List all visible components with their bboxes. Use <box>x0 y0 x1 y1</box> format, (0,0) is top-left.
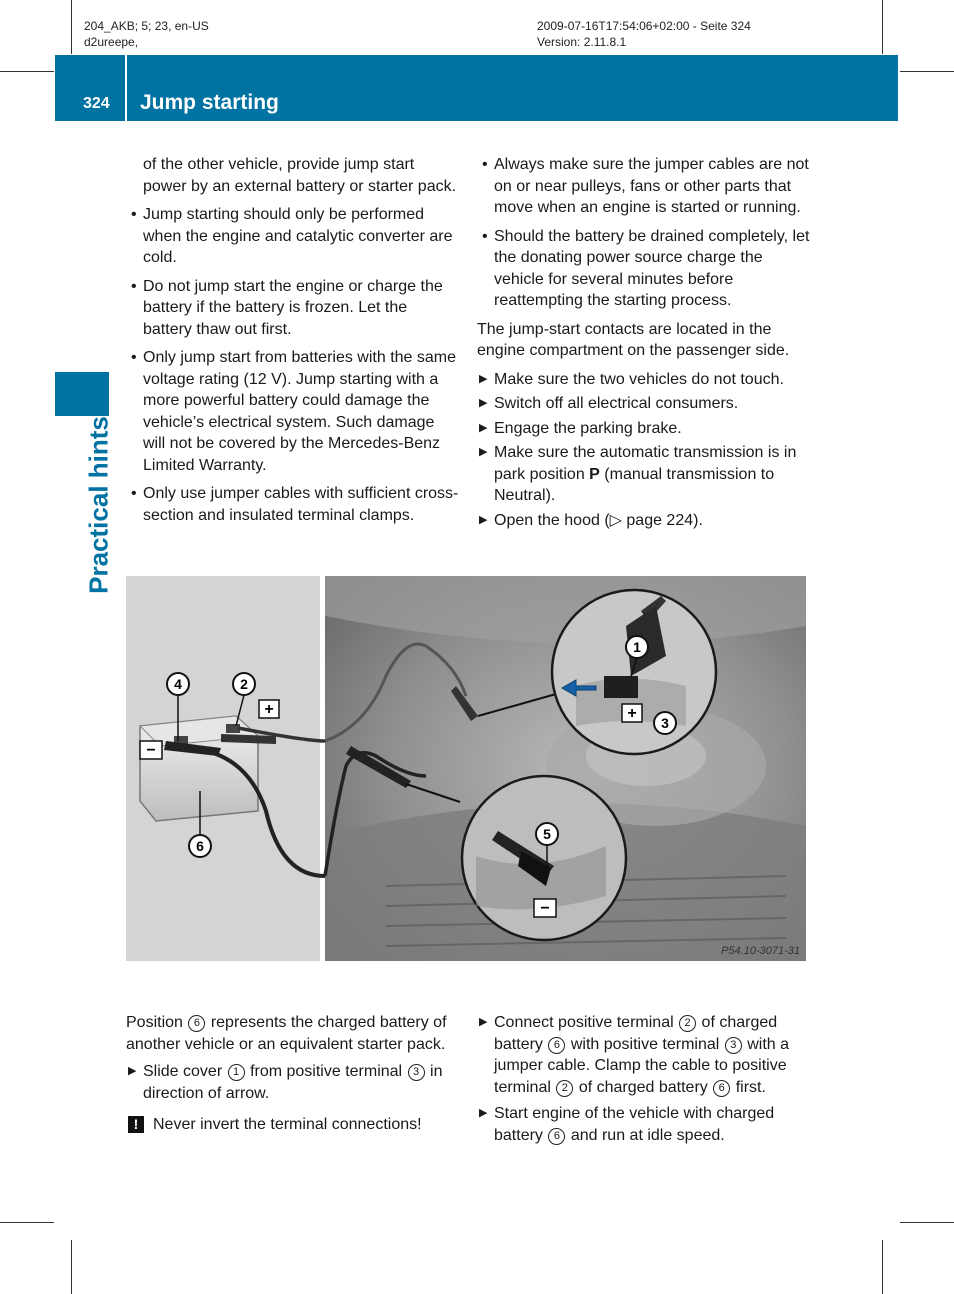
callout-ref: 6 <box>548 1128 565 1145</box>
text-part: of charged battery <box>578 1078 708 1096</box>
step-item: ▶ Make sure the two vehicles do not touch. <box>479 370 784 388</box>
meta-version: Version: 2.11.8.1 <box>537 35 627 49</box>
figure-code: P54.10-3071-31 <box>721 945 800 957</box>
callout-ref: 1 <box>228 1064 245 1081</box>
step-item: ▶ Slide cover 1 from positive terminal 3 in direction of arrow. <box>128 1063 443 1102</box>
text-part: of charged battery <box>494 1014 778 1053</box>
callout-3: 3 <box>661 715 669 731</box>
park-position-letter: P <box>589 465 600 483</box>
step-text: Engage the parking brake. <box>494 419 682 437</box>
warning-icon: ! <box>128 1116 144 1133</box>
crop-mark <box>0 71 54 72</box>
print-meta-right <box>537 18 751 50</box>
column-lower-right <box>477 1012 812 1153</box>
page-title: Jump starting <box>140 91 279 114</box>
step-item: ▶ Start engine of the vehicle with charged battery 6 and run at idle speed. <box>479 1105 775 1144</box>
text-part: Position <box>126 1014 183 1031</box>
step-item: ▶ Connect positive terminal 2 of charged battery 6 with positive terminal 3 with a jumper cable. Clamp the cable to positive terminal 2 of charged battery 6 first. <box>479 1014 790 1096</box>
text-part: from positive terminal <box>250 1063 403 1080</box>
section-label: Practical hints <box>83 416 114 594</box>
step-item: ▶ Switch off all electrical consumers. <box>479 395 739 412</box>
bullet-text: Only use jumper cables with sufficient cross-section and insulated terminal clamps. <box>143 485 459 524</box>
bullet-text: Do not jump start the engine or charge the battery if the battery is frozen. Let the battery thaw out first. <box>143 277 443 338</box>
callout-2: 2 <box>240 676 248 692</box>
step-text: Make sure the two vehicles do not touch. <box>494 370 784 388</box>
bullet-text: Jump starting should only be performed when the engine and catalytic converter are cold. <box>143 206 453 266</box>
step-item: ▶ Make sure the automatic transmission is in park position P (manual transmission to Neutral). <box>479 444 797 504</box>
callout-6: 6 <box>196 838 204 854</box>
callout-ref: 2 <box>556 1080 573 1097</box>
section-tab <box>55 372 109 416</box>
crop-mark <box>71 1240 72 1294</box>
step-item: ▶ Open the hood (▷ page 224). <box>479 511 703 529</box>
crop-mark <box>71 0 72 54</box>
crop-mark <box>900 1222 954 1223</box>
text-part: Start engine of the vehicle with charged battery <box>494 1105 775 1144</box>
callout-4: 4 <box>174 676 182 692</box>
minus-label: − <box>540 900 550 917</box>
bullet-item: • Should the battery be drained completely, let the donating power source charge the vehicle for several minutes before reattempting the starting process. <box>482 227 810 309</box>
text-part: Slide cover <box>143 1063 223 1080</box>
warning-text: Never invert the terminal connections! <box>153 1116 422 1133</box>
page-number: 324 <box>83 95 110 112</box>
text-part: Connect positive terminal <box>494 1014 674 1031</box>
jump-start-illustration <box>126 576 806 961</box>
column-upper-right <box>477 154 812 538</box>
step-item: ▶ Engage the parking brake. <box>479 419 682 437</box>
continued-text: of the other vehicle, provide jump start power by an external battery or starter pack. <box>143 156 457 195</box>
step-text: Switch off all electrical consumers. <box>494 395 739 412</box>
callout-ref: 6 <box>713 1080 730 1097</box>
plus-label: + <box>627 705 637 722</box>
crop-mark <box>882 0 883 54</box>
step-text-part: Make sure the automatic transmission is in park position <box>494 444 797 483</box>
crop-mark <box>0 1222 54 1223</box>
text-part: first. <box>735 1078 766 1096</box>
text-part: represents the charged battery of another vehicle or an equivalent starter pack. <box>126 1014 447 1053</box>
paragraph: The jump-start contacts are located in the engine compartment on the passenger side. <box>477 320 790 359</box>
plus-label: + <box>264 701 274 718</box>
step-text-part: (manual transmission to Neutral). <box>494 465 775 504</box>
meta-doc-id: 204_AKB; 5; 23, en-US <box>84 19 209 33</box>
jump-start-diagram <box>126 576 806 961</box>
bullet-item: • Only jump start from batteries with the same voltage rating (12 V). Jump starting with a more powerful battery could damage the vehicle’s electrical system. Such damage will not be covered by the Mercedes-Benz Limited Warranty. <box>131 349 456 474</box>
crop-mark <box>900 71 954 72</box>
callout-1: 1 <box>633 639 641 655</box>
column-lower-left <box>126 1012 460 1136</box>
bullet-item: • Jump starting should only be performed when the engine and catalytic converter are cold. <box>131 206 453 266</box>
crop-mark <box>882 1240 883 1294</box>
text-part: in direction of arrow. <box>143 1063 443 1102</box>
bullet-text: Only jump start from batteries with the same voltage rating (12 V). Jump starting with a more powerful battery could damage the vehicle’s electrical system. Such damage will not be covered by the Mercedes-Benz Limited Warranty. <box>143 349 456 474</box>
callout-5: 5 <box>543 826 551 842</box>
bullet-item: • Only use jumper cables with sufficient cross-section and insulated terminal clamps. <box>131 485 459 524</box>
callout-ref: 6 <box>188 1015 205 1032</box>
print-meta-left <box>84 18 209 50</box>
bullet-item: • Always make sure the jumper cables are not on or near pulleys, fans or other parts that move when an engine is started or running. <box>482 156 809 216</box>
step-text: Open the hood (▷ page 224). <box>494 511 703 529</box>
header-divider <box>125 55 127 121</box>
column-upper-left <box>126 154 460 533</box>
callout-ref: 3 <box>408 1064 425 1081</box>
text-part: and run at idle speed. <box>570 1126 725 1144</box>
text-part: with positive terminal <box>570 1035 720 1053</box>
meta-author: d2ureepe, <box>84 35 139 49</box>
paragraph <box>126 1012 460 1055</box>
bullet-item: • Do not jump start the engine or charge the battery if the battery is frozen. Let the battery thaw out first. <box>131 277 443 338</box>
callout-ref: 6 <box>548 1037 565 1054</box>
callout-ref: 3 <box>725 1037 742 1054</box>
step-text <box>494 444 796 504</box>
bullet-text: Always make sure the jumper cables are not on or near pulleys, fans or other parts that move when an engine is started or running. <box>494 156 809 216</box>
bullet-text: Should the battery be drained completely, let the donating power source charge the vehicle for several minutes before reattempting the starting process. <box>494 227 810 309</box>
header-bar <box>55 55 898 121</box>
callout-ref: 2 <box>679 1015 696 1032</box>
minus-label: − <box>146 742 156 759</box>
text-part: with a jumper cable. Clamp the cable to positive terminal <box>494 1035 790 1096</box>
warning-note <box>126 1114 460 1136</box>
meta-timestamp: 2009-07-16T17:54:06+02:00 - Seite 324 <box>537 19 751 33</box>
